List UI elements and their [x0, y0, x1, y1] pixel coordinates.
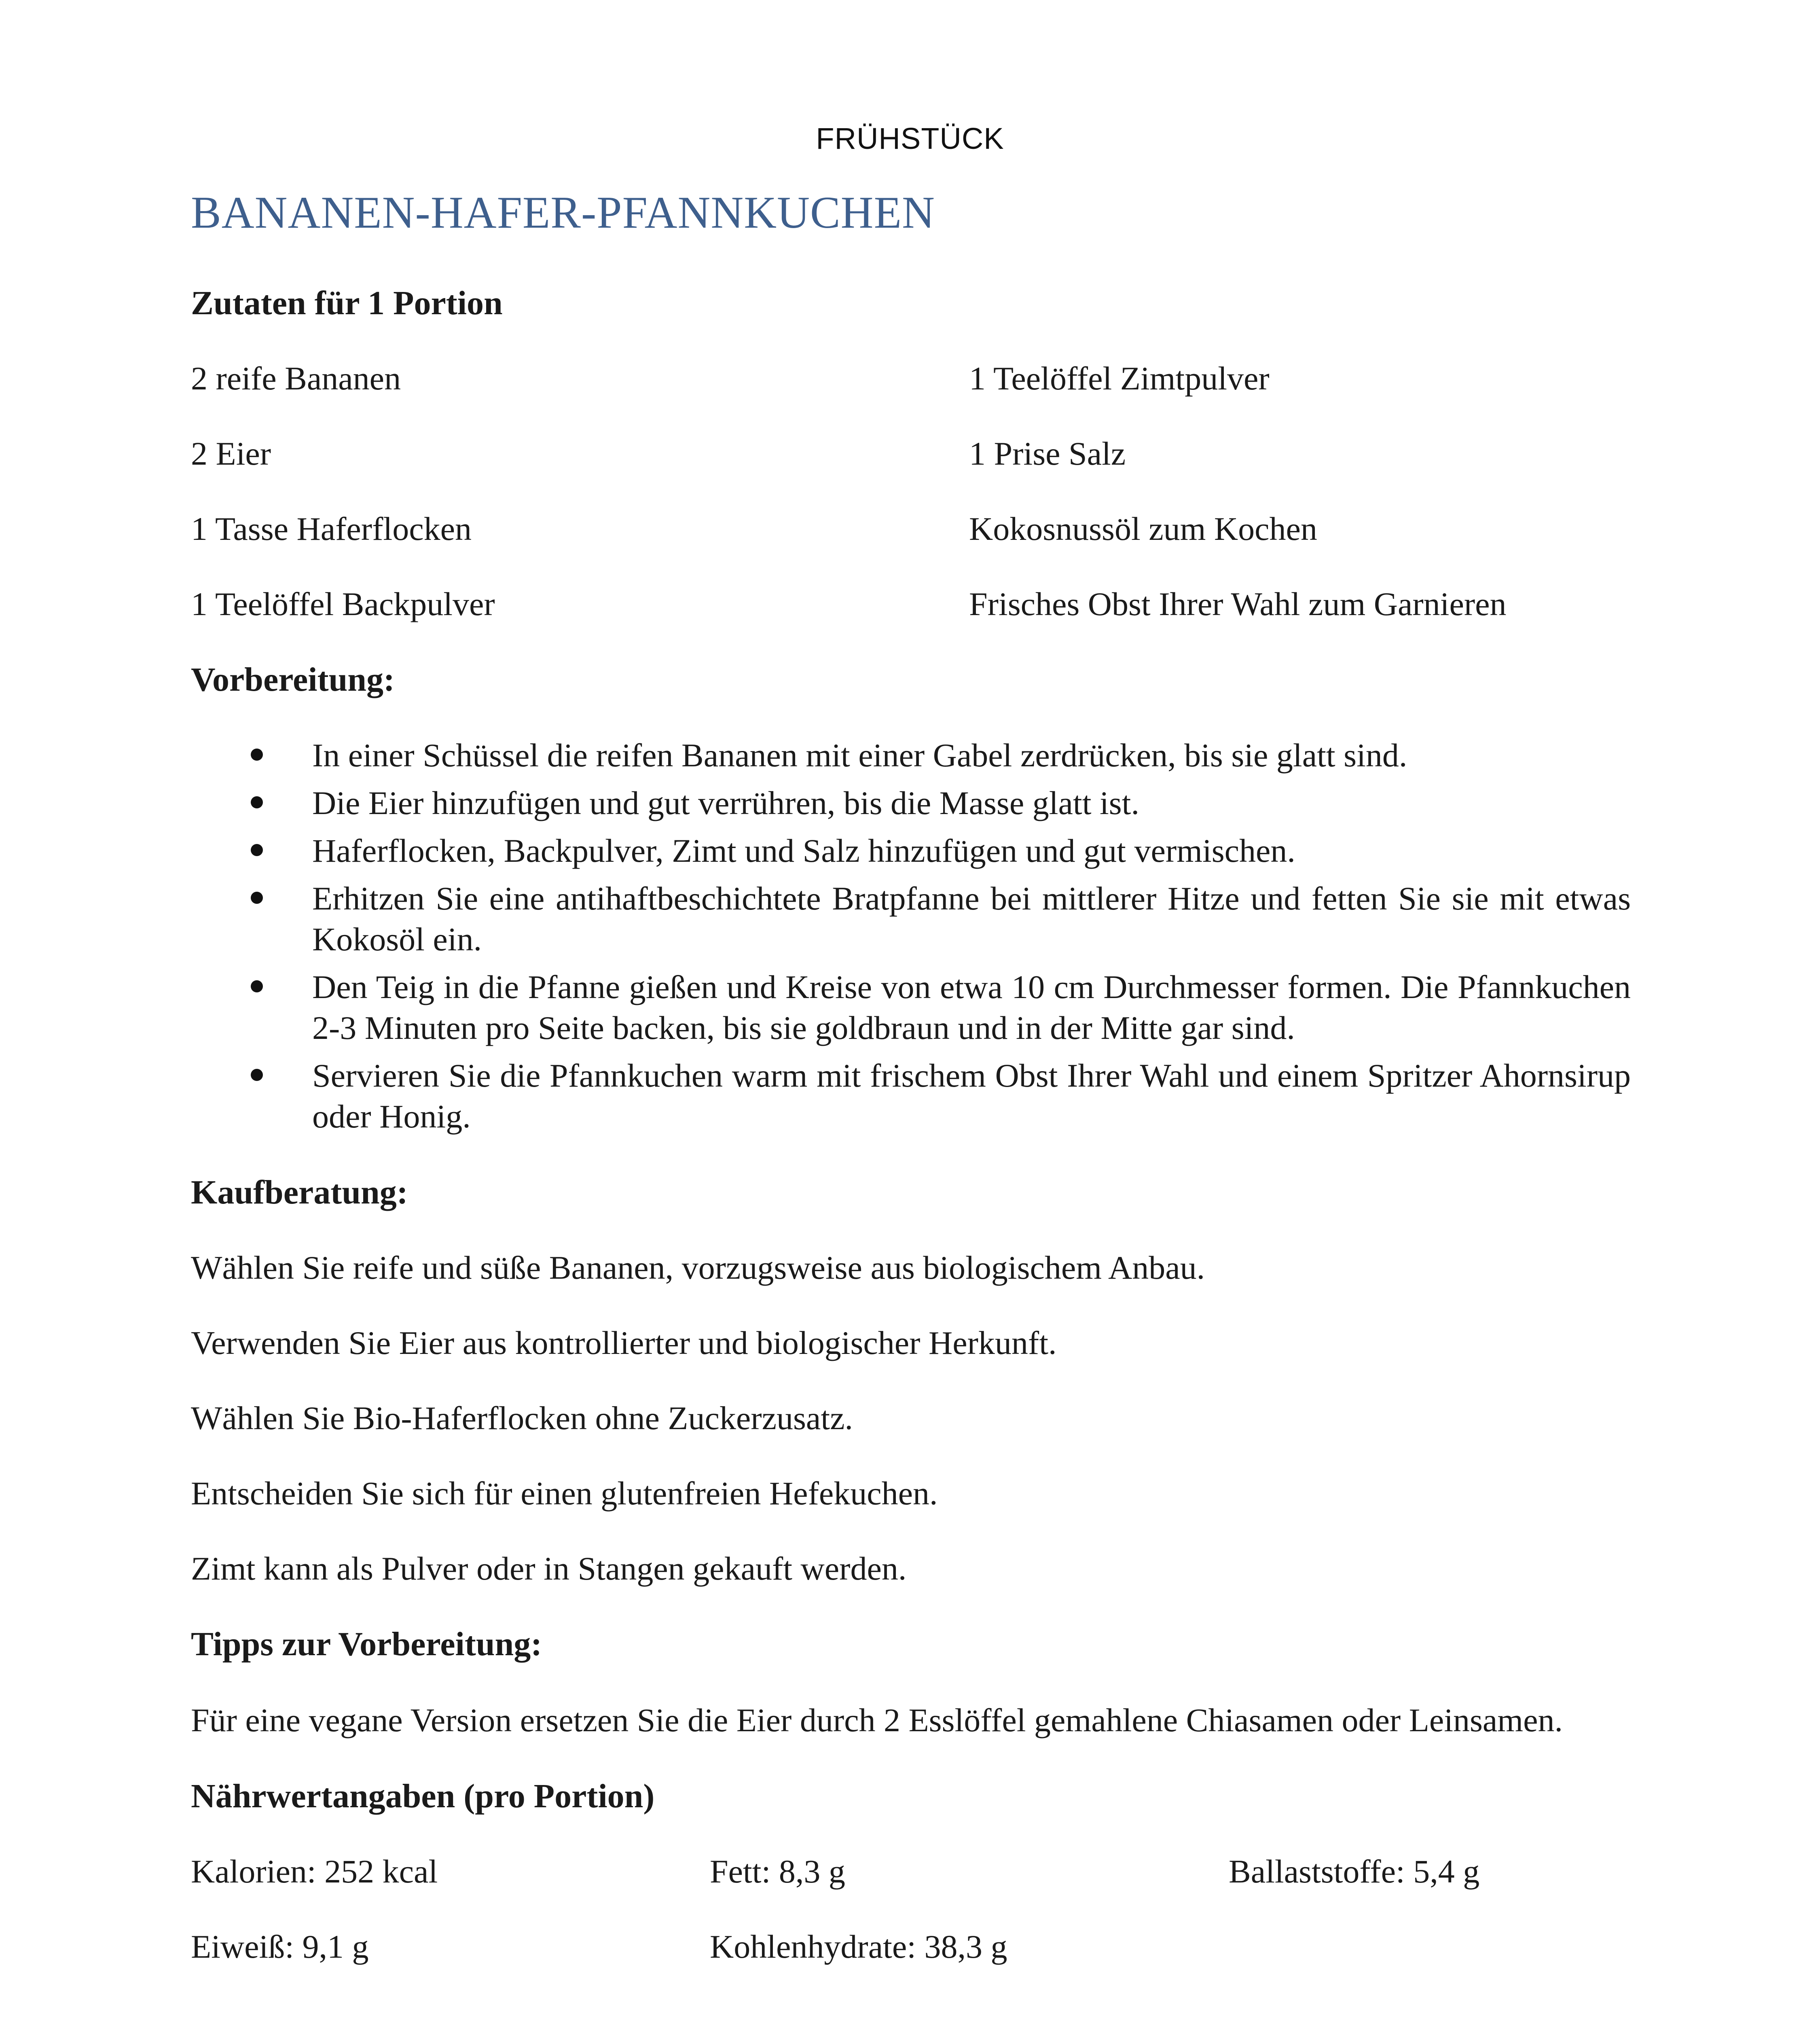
tips-text: Für eine vegane Version ersetzen Sie die Eier durch 2 Esslöffel gemahlene Chiasamen oder Leinsamen.: [191, 1702, 1563, 1739]
bullet-icon: [251, 749, 263, 761]
buying-tip: Wählen Sie Bio-Haferflocken ohne Zuckerzusatz.: [191, 1400, 853, 1436]
preparation-step: [191, 967, 1631, 1048]
nutrition-fat: Fett: 8,3 g: [710, 1853, 845, 1890]
bullet-icon: [251, 980, 263, 992]
buying-tip: Zimt kann als Pulver oder in Stangen gekauft werden.: [191, 1550, 907, 1587]
bullet-icon: [251, 1069, 263, 1081]
nutrition-calories: Kalorien: 252 kcal: [191, 1853, 438, 1890]
recipe-content: [191, 283, 1631, 1967]
nutrition-fiber: Ballaststoffe: 5,4 g: [1229, 1853, 1480, 1890]
ingredient-item: 1 Teelöffel Zimtpulver: [969, 360, 1270, 397]
recipe-title: BANANEN-HAFER-PFANNKUCHEN: [191, 188, 935, 238]
ingredients-list: [191, 359, 1631, 624]
preparation-step: [191, 878, 1631, 960]
ingredients-heading: Zutaten für 1 Portion: [191, 284, 503, 322]
buying-tip: Entscheiden Sie sich für einen glutenfreien Hefekuchen.: [191, 1475, 938, 1512]
section-header: FRÜHSTÜCK: [816, 122, 1004, 155]
bullet-icon: [251, 796, 263, 808]
buying-heading: Kaufberatung:: [191, 1174, 408, 1211]
ingredient-item: 1 Teelöffel Backpulver: [191, 586, 495, 622]
preparation-step: [191, 1055, 1631, 1137]
bullet-icon: [251, 844, 263, 856]
preparation-heading: Vorbereitung:: [191, 661, 395, 698]
step-text: In einer Schüssel die reifen Bananen mit einer Gabel zerdrücken, bis sie glatt sind.: [312, 737, 1407, 774]
ingredient-item: 2 reife Bananen: [191, 360, 401, 397]
nutrition-protein: Eiweiß: 9,1 g: [191, 1928, 369, 1965]
ingredient-item: 2 Eier: [191, 435, 271, 472]
step-text: Die Eier hinzufügen und gut verrühren, bis die Masse glatt ist.: [312, 785, 1139, 821]
step-text: Servieren Sie die Pfannkuchen warm mit frischem Obst Ihrer Wahl und einem Spritzer Ahornsirup oder Honig.: [312, 1057, 1631, 1135]
nutrition-facts: [191, 1852, 1631, 1967]
preparation-step: [191, 735, 1631, 776]
buying-tip: Verwenden Sie Eier aus kontrollierter und biologischer Herkunft.: [191, 1324, 1057, 1361]
ingredient-item: Frisches Obst Ihrer Wahl zum Garnieren: [969, 586, 1507, 622]
nutrition-carbs: Kohlenhydrate: 38,3 g: [710, 1928, 1007, 1965]
tips-heading: Tipps zur Vorbereitung:: [191, 1625, 542, 1663]
ingredient-item: Kokosnussöl zum Kochen: [969, 510, 1317, 547]
preparation-step: [191, 830, 1631, 871]
preparation-step: [191, 783, 1631, 823]
buying-tip: Wählen Sie reife und süße Bananen, vorzugsweise aus biologischem Anbau.: [191, 1249, 1205, 1286]
step-text: Den Teig in die Pfanne gießen und Kreise von etwa 10 cm Durchmesser formen. Die Pfannkuchen 2-3 Minuten pro Seite backen, bis sie goldbraun und in der Mitte gar sind.: [312, 969, 1631, 1046]
step-text: Haferflocken, Backpulver, Zimt und Salz hinzufügen und gut vermischen.: [312, 832, 1295, 869]
preparation-steps: [191, 735, 1631, 1137]
nutrition-heading: Nährwertangaben (pro Portion): [191, 1777, 655, 1815]
bullet-icon: [251, 892, 263, 904]
ingredient-item: 1 Tasse Haferflocken: [191, 510, 472, 547]
ingredient-item: 1 Prise Salz: [969, 435, 1126, 472]
step-text: Erhitzen Sie eine antihaftbeschichtete Bratpfanne bei mittlerer Hitze und fetten Sie sie mit etwas Kokosöl ein.: [312, 880, 1631, 958]
